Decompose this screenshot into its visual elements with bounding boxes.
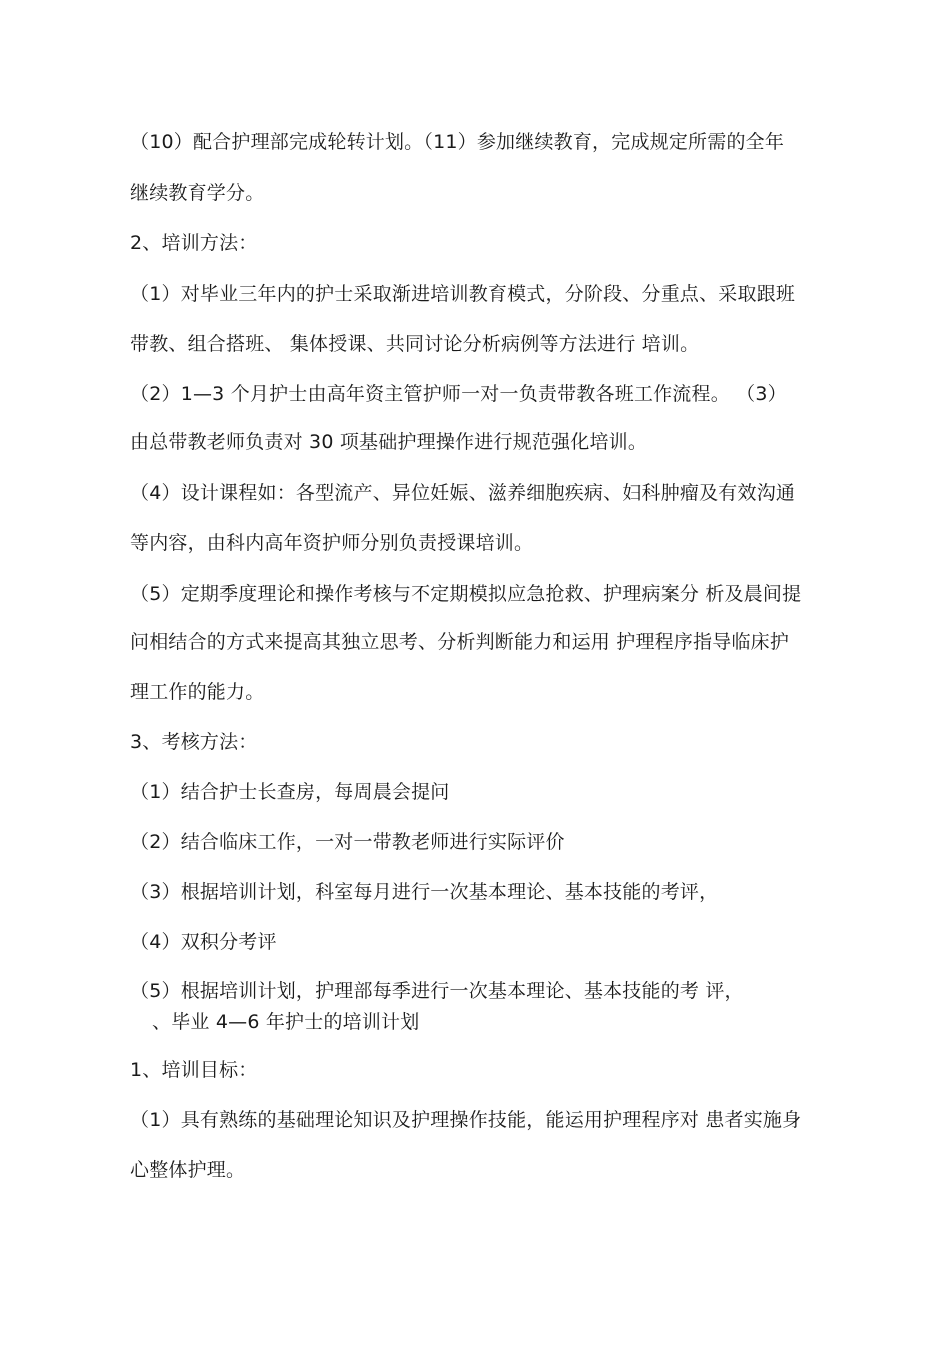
text-line: 理工作的能力。: [130, 681, 265, 703]
text-line: （4）双积分考评: [130, 931, 277, 953]
text-line: 由总带教老师负责对 30 项基础护理操作进行规范强化培训。: [130, 431, 648, 453]
text-line: （3）根据培训计划，科室每月进行一次基本理论、基本技能的考评，: [130, 881, 719, 903]
section-heading: 、毕业 4—6 年护士的培训计划: [152, 1011, 420, 1033]
text-line: 带教、组合搭班、 集体授课、共同讨论分析病例等方法进行 培训。: [130, 333, 700, 355]
text-line: （10）配合护理部完成轮转计划。（11）参加继续教育，完成规定所需的全年: [130, 131, 785, 153]
section-heading: 2、培训方法：: [130, 232, 258, 254]
text-line: 等内容，由科内高年资护师分别负责授课培训。: [130, 532, 534, 554]
text-line: （4）设计课程如：各型流产、异位妊娠、滋养细胞疾病、妇科肿瘤及有效沟通: [130, 482, 796, 504]
text-line: （1）对毕业三年内的护士采取渐进培训教育模式，分阶段、分重点、采取跟班: [130, 283, 796, 305]
text-line: 继续教育学分。: [130, 182, 265, 204]
section-heading: 1、培训目标：: [130, 1059, 258, 1081]
text-line: （5）根据培训计划，护理部每季进行一次基本理论、基本技能的考 评，: [130, 980, 744, 1002]
section-heading: 3、考核方法：: [130, 731, 258, 753]
text-line: （2）1—3 个月护士由高年资主管护师一对一负责带教各班工作流程。 （3）: [130, 383, 787, 405]
text-line: （1）结合护士长查房，每周晨会提问: [130, 781, 450, 803]
text-line: 心整体护理。: [130, 1159, 246, 1181]
text-line: 问相结合的方式来提高其独立思考、分析判断能力和运用 护理程序指导临床护: [130, 631, 790, 653]
text-line: （1）具有熟练的基础理论知识及护理操作技能，能运用护理程序对 患者实施身: [130, 1109, 802, 1131]
text-line: （2）结合临床工作，一对一带教老师进行实际评价: [130, 831, 565, 853]
text-line: （5）定期季度理论和操作考核与不定期模拟应急抢救、护理病案分 析及晨间提: [130, 583, 802, 605]
